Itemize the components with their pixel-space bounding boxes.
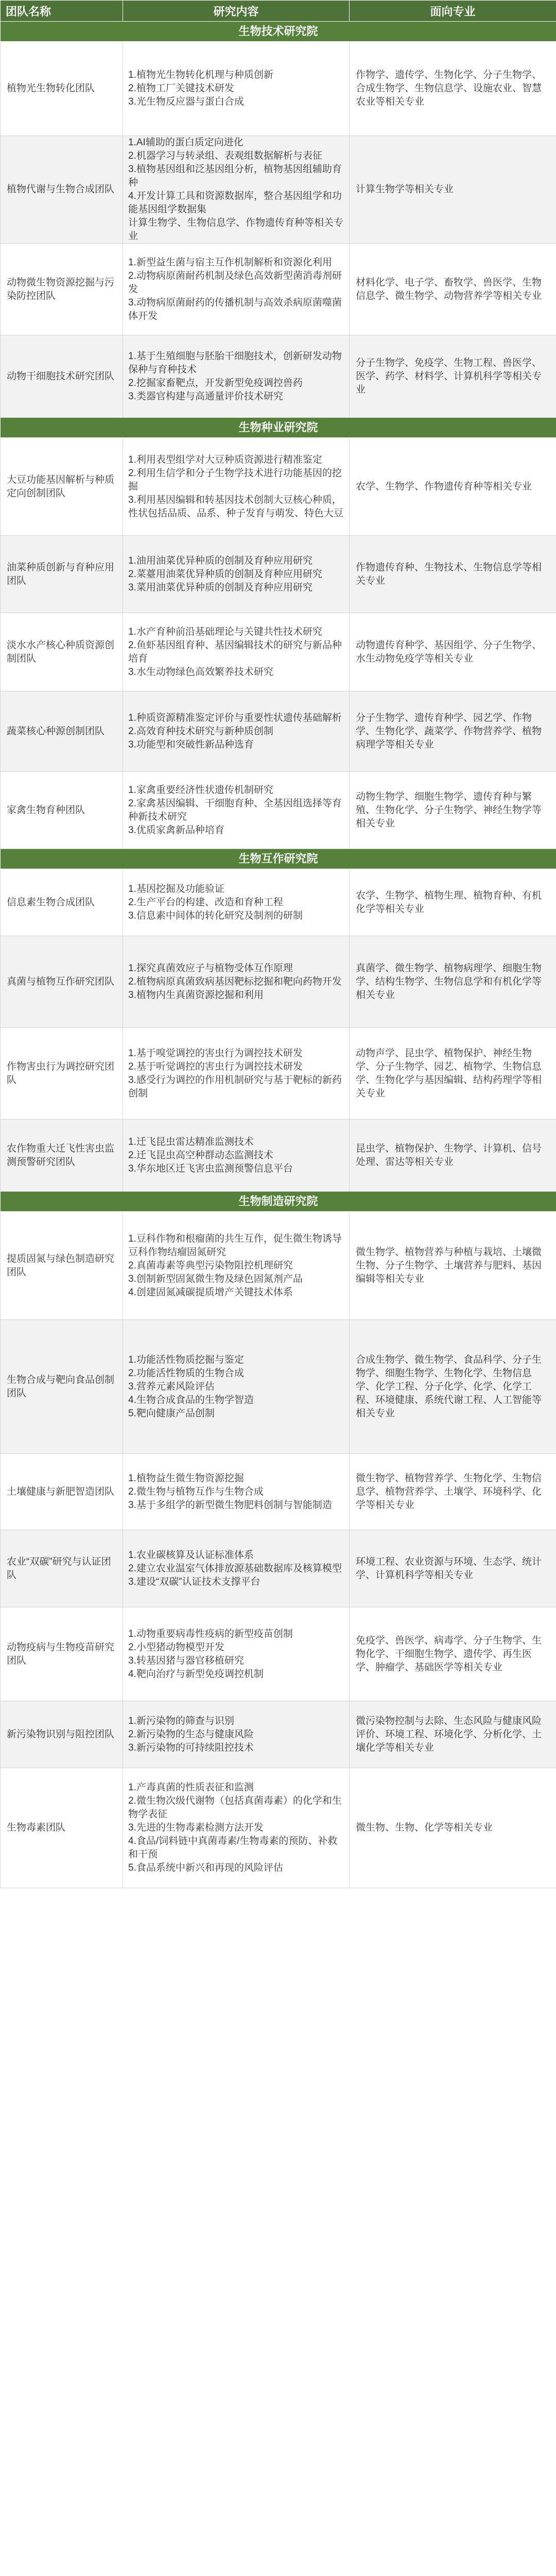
research-item: 4.食品/饲料链中真菌毒素/生物毒素的预防、补救和干预 — [128, 1836, 338, 1860]
research-content — [123, 1120, 350, 1192]
table-row — [1, 42, 556, 136]
research-item: 1.产毒真菌的性质表征和监测 — [128, 1782, 254, 1793]
table-row — [1, 1530, 556, 1607]
research-item: 3.动物病原菌耐药的传播机制与高效杀病原菌噬菌体开发 — [128, 297, 342, 321]
research-item: 2.机器学习与转录组、表观组数据解析与表征 — [128, 150, 322, 161]
research-item: 1.新型益生菌与宿主互作机制解析和资源化利用 — [128, 257, 332, 268]
section-title: 生物互作研究院 — [1, 849, 556, 869]
research-item: 1.基于嗅觉调控的害虫行为调控技术研发 — [128, 1047, 303, 1059]
research-content — [123, 1454, 350, 1530]
section-title: 生物制造研究院 — [1, 1192, 556, 1212]
research-content — [123, 335, 350, 418]
target-major: 微生物、生物、化学等相关专业 — [350, 1768, 556, 1888]
research-item: 3.基于多组学的新型微生物肥料创制与智能制造 — [128, 1499, 332, 1511]
header-content: 研究内容 — [123, 1, 350, 22]
research-item: 3.利用基因编辑和转基因技术创制大豆核心种质，性状包括品质、品系、种子发育与萌发、特色大豆 — [128, 494, 344, 519]
target-major: 微生物学、植物营养学、生物化学、生物信息学、植物营养学、土壤学、环境科学、化学等相关专业 — [350, 1454, 556, 1530]
table-row — [1, 936, 556, 1028]
target-major: 环境工程、农业资源与环境、生态学、统计学、计算机科学等相关专业 — [350, 1530, 556, 1607]
team-name: 新污染物识别与阻控团队 — [1, 1701, 123, 1768]
table-row — [1, 869, 556, 936]
table-row — [1, 1028, 556, 1120]
table-row — [1, 438, 556, 536]
research-item: 4.创建固氮减碳提质增产关键技术体系 — [128, 1286, 293, 1298]
header-major: 面向专业 — [350, 1, 556, 22]
target-major: 农学、生物学、作物遗传育种等相关专业 — [350, 438, 556, 536]
team-name: 大豆功能基因解析与种质定向创制团队 — [1, 438, 123, 536]
research-item: 2.功能活性物质的生物合成 — [128, 1367, 244, 1379]
target-major: 昆虫学、植物保护、生物学、计算机、信号处理、雷达等相关专业 — [350, 1120, 556, 1192]
research-content — [123, 1320, 350, 1454]
table-row — [1, 1212, 556, 1320]
research-item: 1.水产育种前沿基础理论与关键共性技术研究 — [128, 626, 322, 637]
research-content — [123, 1768, 350, 1888]
research-item: 1.基于生殖细胞与胚胎干细胞技术，创新研发动物保种与育种技术 — [128, 350, 342, 375]
research-item: 3.植物内生真菌资源挖掘和利用 — [128, 989, 264, 1001]
research-content — [123, 1701, 350, 1768]
section-header — [1, 1192, 556, 1212]
table-row — [1, 1320, 556, 1454]
table-row — [1, 335, 556, 418]
section-header — [1, 22, 556, 42]
research-content — [123, 772, 350, 849]
research-item: 1.迁飞昆虫雷达精准监测技术 — [128, 1136, 254, 1147]
target-major: 计算生物学等相关专业 — [350, 136, 556, 244]
table-row — [1, 613, 556, 691]
team-name: 农业“双碳”研究与认证团队 — [1, 1530, 123, 1607]
research-item: 3.新污染物的可持续阻控技术 — [128, 1742, 254, 1753]
section-header — [1, 418, 556, 438]
target-major: 农学、生物学、植物生理、植物育种、有机化学等相关专业 — [350, 869, 556, 936]
research-item: 1.基因挖掘及功能验证 — [128, 883, 224, 894]
target-major: 动物生物学、细胞生物学、遗传育种与繁殖、生物化学、分子生物学、神经生物学等相关专业 — [350, 772, 556, 849]
research-item: 1.油用油菜优异种质的创制及育种应用研究 — [128, 555, 312, 566]
section-title: 生物技术研究院 — [1, 22, 556, 42]
research-item: 3.转基因猪与器官移植研究 — [128, 1655, 244, 1666]
research-item: 3.信息素中间体的转化研究及制剂的研制 — [128, 910, 303, 921]
research-item: 3.植物基因组和泛基因组分析，植物基因组辅助育种 — [128, 164, 342, 188]
target-major: 微生物学、植物营养与种植与栽培、土壤微生物、分子生物学、土壤营养与肥料、基因编辑等相关专业 — [350, 1212, 556, 1320]
team-name: 信息素生物合成团队 — [1, 869, 123, 936]
research-content — [123, 1530, 350, 1607]
research-item: 2.新污染物的生态与健康风险 — [128, 1728, 254, 1740]
team-name: 生物毒素团队 — [1, 1768, 123, 1888]
target-major: 动物声学、昆虫学、植物保护、神经生物学、分子生物学、园艺、植物学、生物信息学、生物化学与基因编辑、结构药理学等相关专业 — [350, 1028, 556, 1120]
team-name: 动物疫病与生物疫苗研究团队 — [1, 1607, 123, 1701]
team-name: 作物害虫行为调控研究团队 — [1, 1028, 123, 1120]
research-item: 1.植物光生物转化机理与种质创新 — [128, 70, 273, 80]
research-item: 1.功能活性物质挖掘与鉴定 — [128, 1354, 244, 1365]
research-item: 1.新污染物的筛查与识别 — [128, 1715, 234, 1726]
team-name: 淡水水产核心种质资源创制团队 — [1, 613, 123, 691]
team-name: 蔬菜核心种源创制团队 — [1, 691, 123, 772]
research-content — [123, 438, 350, 536]
research-item: 2.真菌毒素等典型污染物阻控机理研究 — [128, 1260, 293, 1271]
research-item: 3.菜用油菜优异种质的创制及育种应用研究 — [128, 582, 312, 593]
table-row — [1, 1454, 556, 1530]
research-content — [123, 936, 350, 1028]
research-item: 1.探究真菌效应子与植物受体互作原理 — [128, 962, 293, 974]
research-item: 2.家禽基因编辑、干细胞育种、全基因组选择等育种新技术研究 — [128, 798, 342, 822]
research-item: 5.食品系统中新兴和再现的风险评估 — [128, 1862, 283, 1873]
table-row — [1, 136, 556, 244]
research-content — [123, 1028, 350, 1120]
target-major: 作物学、遗传学、生物化学、分子生物学、合成生物学、生物信息学、设施农业、智慧农业等相关专业 — [350, 42, 556, 136]
research-item: 4.生物合成食品的生物学智造 — [128, 1394, 254, 1405]
research-item: 5.靶向健康产品创制 — [128, 1408, 215, 1419]
research-item: 3.感受行为调控的作用机制研究与基于靶标的新药创制 — [128, 1074, 342, 1099]
research-item: 2.植物工厂关键技术研发 — [128, 83, 234, 94]
research-item: 4.开发计算工具和资源数据库，整合基因组学和功能基因组学数据集 — [128, 191, 342, 215]
table-row — [1, 1768, 556, 1888]
research-item: 1.家禽重要经济性状遗传机制研究 — [128, 784, 273, 795]
research-item: 2.挖掘家畜靶点，开发新型免疫调控兽药 — [128, 377, 303, 388]
research-item: 计算生物学、生物信息学、作物遗传育种等相关专业 — [128, 217, 344, 242]
research-content — [123, 869, 350, 936]
research-content — [123, 1212, 350, 1320]
research-item: 2.菜薹用油菜优异种质的创制及育种应用研究 — [128, 568, 322, 580]
research-item: 2.高效育种技术研究与新种质创制 — [128, 725, 273, 737]
target-major: 作物遗传育种、生物技术、生物信息学等相关专业 — [350, 536, 556, 613]
research-item: 2.鱼虾基因组育种、基因编辑技术的研究与新品种培育 — [128, 639, 342, 664]
research-item: 3.华东地区迁飞害虫监测预警信息平台 — [128, 1163, 293, 1174]
research-item: 2.微生物与植物互作与生物合成 — [128, 1486, 264, 1497]
table-row — [1, 1701, 556, 1768]
research-item: 2.微生物次级代谢物（包括真菌毒素）的化学和生物学表征 — [128, 1795, 342, 1820]
target-major: 分子生物学、遗传育种学、园艺学、作物学、生物化学、蔬菜学、作物营养学、植物病理学等相关专业 — [350, 691, 556, 772]
research-item: 1.AI辅助的蛋白质定向进化 — [128, 137, 244, 148]
research-content — [123, 42, 350, 136]
research-content — [123, 1607, 350, 1701]
team-name: 植物代谢与生物合成团队 — [1, 136, 123, 244]
research-item: 2.植物病原真菌致病基因靶标挖掘和靶向药物开发 — [128, 976, 342, 987]
research-item: 2.动物病原菌耐药机制及绿色高效新型菌消毒剂研发 — [128, 270, 342, 295]
team-name: 真菌与植物互作研究团队 — [1, 936, 123, 1028]
target-major: 合成生物学、微生物学、食品科学、分子生物学、细胞生物学、生物化学、生物信息学、化学工程、分子化学、化学、化学工程、环境健康、系统代谢工程、人工智能等相关专业 — [350, 1320, 556, 1454]
target-major: 微污染物控制与去除、生态风险与健康风险评价、环境工程、环境化学、分析化学、土壤化学等相关专业 — [350, 1701, 556, 1768]
table-row — [1, 772, 556, 849]
table-row — [1, 244, 556, 335]
team-name: 农作物重大迁飞性害虫监测预警研究团队 — [1, 1120, 123, 1192]
research-item: 2.迁飞昆虫高空种群动态监测技术 — [128, 1149, 273, 1161]
target-major: 免疫学、兽医学、病毒学、分子生物学、生物化学、干细胞生物学、遗传学、再生医学、肿瘤学、基础医学等相关专业 — [350, 1607, 556, 1701]
research-content — [123, 613, 350, 691]
research-item: 2.小型猪动物模型开发 — [128, 1641, 224, 1653]
research-item: 1.豆科作物和根瘤菌的共生互作，促生微生物诱导豆科作物结瘤固氮研究 — [128, 1233, 342, 1258]
research-item: 3.先进的生物毒素检测方法开发 — [128, 1822, 264, 1833]
table-row — [1, 1120, 556, 1192]
team-name: 提质固氮与绿色制造研究团队 — [1, 1212, 123, 1320]
research-item: 3.优质家禽新品种培育 — [128, 824, 224, 836]
team-name: 植物光生物转化团队 — [1, 42, 123, 136]
research-item: 3.创制新型固氮微生物及绿色固氮剂产品 — [128, 1273, 303, 1284]
research-item: 3.光生物反应器与蛋白合成 — [128, 96, 244, 107]
research-item: 3.营养元素风险评估 — [128, 1381, 215, 1392]
research-item: 2.基于听觉调控的害虫行为调控技术研发 — [128, 1061, 303, 1072]
research-item: 2.生产平台的构建、改造和育种工程 — [128, 896, 283, 908]
research-item: 3.水生动物绿色高效繁养技术研究 — [128, 666, 273, 677]
target-major: 分子生物学、免疫学、生物工程、兽医学、医学、药学、材料学、计算机科学等相关专业 — [350, 335, 556, 418]
team-name: 土壤健康与新肥智造团队 — [1, 1454, 123, 1530]
research-content — [123, 136, 350, 244]
research-item: 3.类器官构建与高通量评价技术研究 — [128, 391, 283, 402]
research-content — [123, 536, 350, 613]
research-item: 2.建立农业温室气体排放源基础数据库及核算模型 — [128, 1563, 342, 1574]
team-name: 动物微生物资源挖掘与污染防控团队 — [1, 244, 123, 335]
section-title: 生物种业研究院 — [1, 418, 556, 438]
team-name: 油菜种质创新与育种应用团队 — [1, 536, 123, 613]
target-major: 动物遗传育种学、基因组学、分子生物学、水生动物免疫学等相关专业 — [350, 613, 556, 691]
research-item: 2.利用生信学和分子生物学技术进行功能基因的挖掘 — [128, 467, 342, 492]
research-item: 1.农业碳核算及认证标准体系 — [128, 1549, 254, 1561]
header-team: 团队名称 — [1, 1, 123, 22]
target-major: 材料化学、电子学、畜牧学、兽医学、生物信息学、微生物学、动物营养学等相关专业 — [350, 244, 556, 335]
table-header-row — [1, 1, 556, 22]
research-item: 3.建设“双碳”认证技术支撑平台 — [128, 1576, 260, 1587]
section-header — [1, 849, 556, 869]
research-item: 1.动物重要病毒性疫病的新型疫苗创制 — [128, 1628, 293, 1639]
table-row — [1, 536, 556, 613]
team-name: 动物干细胞技术研究团队 — [1, 335, 123, 418]
research-item: 1.植物益生微生物资源挖掘 — [128, 1472, 244, 1484]
target-major: 真菌学、微生物学、植物病理学、细胞生物学、结构生物学、生物信息学和有机化学等相关专业 — [350, 936, 556, 1028]
research-content — [123, 244, 350, 335]
research-item: 1.利用表型组学对大豆种质资源进行精准鉴定 — [128, 454, 322, 465]
team-name: 生物合成与靶向食品创制团队 — [1, 1320, 123, 1454]
research-item: 4.靶向治疗与新型免疫调控机制 — [128, 1668, 264, 1680]
research-item: 3.功能型和突破性新品种选育 — [128, 739, 254, 750]
team-name: 家禽生物育种团队 — [1, 772, 123, 849]
research-item: 1.种质资源精准鉴定评价与重要性状遗传基础解析 — [128, 712, 342, 723]
table-row — [1, 1607, 556, 1701]
research-content — [123, 691, 350, 772]
table-row — [1, 691, 556, 772]
